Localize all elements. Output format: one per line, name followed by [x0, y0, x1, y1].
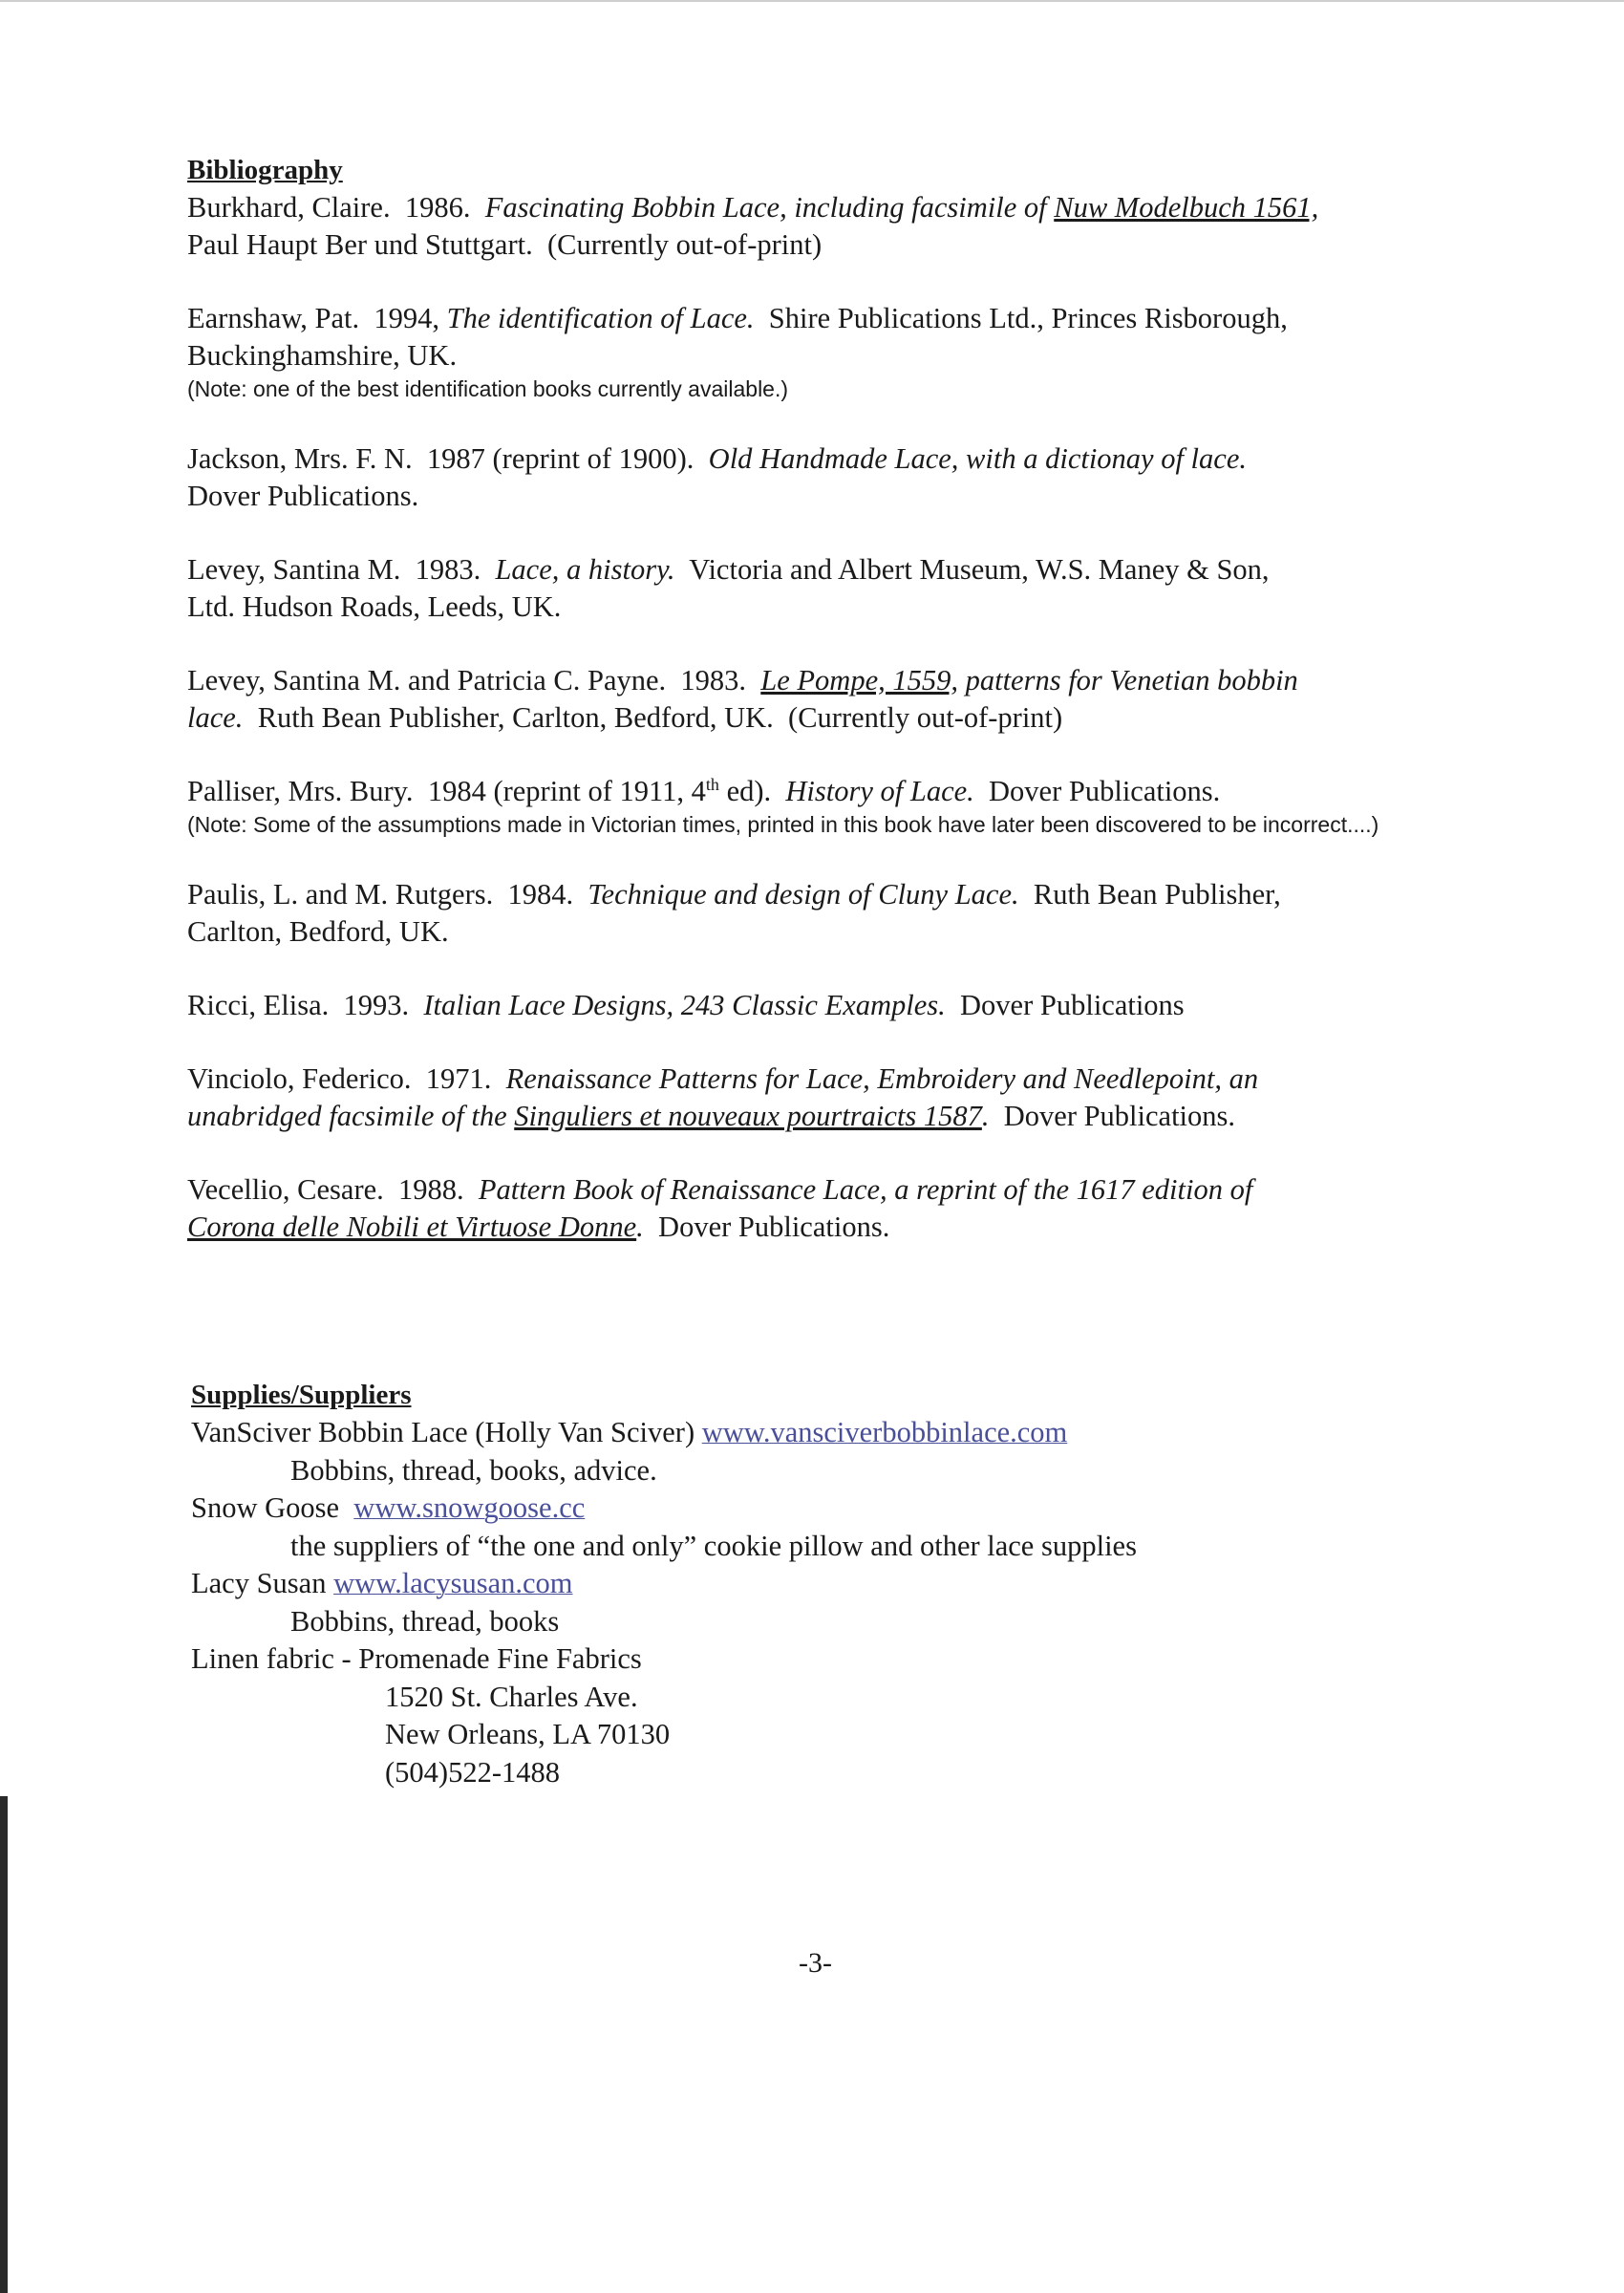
entry-publisher: Dover Publications. [187, 480, 419, 512]
supplier-link[interactable]: www.lacysusan.com [333, 1567, 573, 1599]
entry-author: Ricci, Elisa. [187, 989, 330, 1021]
entry-title: History of Lace. [785, 775, 974, 807]
bib-entry-vinciolo: Vinciolo, Federico. 1971. Renaissance Patterns for Lace, Embroidery and Needlepoint, an unabridged facsimile of the Singuliers et nouveaux pourtraicts 1587. Dover Publications. [187, 1062, 1259, 1132]
supplier-description: Bobbins, thread, books [290, 1604, 560, 1638]
scan-edge-shadow [0, 1796, 8, 2293]
entry-year: 1983. [415, 553, 481, 586]
bib-entry-palliser [187, 773, 1458, 840]
bib-entry-burkhard [187, 189, 1458, 264]
entry-publisher: Dover Publications [960, 989, 1185, 1021]
entry-title: Italian Lace Designs, 243 Classic Examples. [423, 989, 946, 1021]
entry-author: Paulis, L. and M. Rutgers. [187, 878, 494, 911]
entry-year: 1994, [374, 302, 440, 334]
supplier-address-street: 1520 St. Charles Ave. [385, 1680, 638, 1713]
entry-title: Technique and design of Cluny Lace. [588, 878, 1019, 911]
entry-status: (Currently out-of-print) [546, 228, 823, 261]
entry-title: Pattern Book of Renaissance Lace, a reprint of the 1617 edition of [478, 1173, 1253, 1206]
supplies-section [191, 1376, 1462, 1791]
supplier-phone: (504)522-1488 [385, 1755, 560, 1789]
entry-author: Vecellio, Cesare. [187, 1173, 384, 1206]
entry-title: patterns for Venetian bobbin [965, 664, 1298, 696]
supplier-lacysusan [191, 1565, 1462, 1603]
entry-title-line2: lace. [187, 701, 244, 734]
entry-publisher: Ruth Bean Publisher, Carlton, Bedford, UK. [257, 701, 774, 734]
entry-title-underlined: Le Pompe, 1559, [760, 664, 958, 696]
entry-year: 1971. [425, 1062, 492, 1095]
supplier-name: Lacy Susan [191, 1567, 327, 1599]
entry-year: 1986. [404, 191, 471, 224]
entry-note: (Note: one of the best identification books currently available.) [187, 376, 789, 401]
supplier-address-city: New Orleans, LA 70130 [385, 1718, 671, 1750]
bib-entry-levey [187, 551, 1458, 626]
bib-entry-earnshaw [187, 300, 1458, 404]
supplier-link[interactable]: www.snowgoose.cc [353, 1491, 586, 1524]
entry-title: The identification of Lace. [446, 302, 755, 334]
entry-author: Palliser, Mrs. Bury. [187, 775, 414, 807]
entry-publisher: Dover Publications. [1003, 1100, 1236, 1132]
supplier-description: Bobbins, thread, books, advice. [290, 1453, 657, 1487]
entry-year-end: ed). [718, 775, 772, 807]
bib-entry-paulis [187, 876, 1458, 951]
entry-title-underlined: Corona delle Nobili et Virtuose Donne [187, 1211, 637, 1243]
supplier-name: Snow Goose [191, 1491, 340, 1524]
entry-title: Lace, a history. [495, 553, 675, 586]
entry-publisher-line2: Carlton, Bedford, UK. [187, 915, 449, 948]
entry-author: Burkhard, Claire. [187, 191, 391, 224]
entry-title: Fascinating Bobbin Lace, including facsimile of [484, 191, 1047, 224]
entry-year-superscript: th [705, 774, 719, 794]
scan-edge [0, 0, 1624, 2]
entry-title-line2: unabridged facsimile of the [187, 1100, 507, 1132]
entry-year: 1988. [398, 1173, 464, 1206]
supplier-link[interactable]: www.vansciverbobbinlace.com [701, 1416, 1068, 1448]
entry-publisher: Paul Haupt Ber und Stuttgart. [187, 228, 533, 261]
supplier-vansciver [191, 1414, 1462, 1452]
entry-author: Levey, Santina M. [187, 553, 401, 586]
entry-year: 1984. [507, 878, 574, 911]
supplies-heading: Supplies/Suppliers [191, 1380, 412, 1410]
entry-note: (Note: Some of the assumptions made in Victorian times, printed in this book have later been discovered to be incorrect....) [187, 812, 1379, 837]
entry-year: 1983. [680, 664, 747, 696]
entry-publisher: Dover Publications. [989, 775, 1221, 807]
bib-entry-vecellio: Vecellio, Cesare. 1988. Pattern Book of Renaissance Lace, a reprint of the 1617 edition of Corona delle Nobili et Virtuose Donne. Dover Publications. [187, 1173, 1253, 1243]
entry-publisher-line2: Ltd. Hudson Roads, Leeds, UK. [187, 590, 562, 623]
supplier-linen [191, 1640, 1462, 1679]
entry-publisher: Shire Publications Ltd., Princes Risborough, [768, 302, 1288, 334]
bib-entry-ricci [187, 987, 1458, 1024]
bibliography-heading: Bibliography [187, 155, 343, 185]
bib-entry-levey-payne [187, 662, 1458, 737]
entry-publisher: Dover Publications. [658, 1211, 890, 1243]
supplier-name: VanSciver Bobbin Lace (Holly Van Sciver) [191, 1416, 695, 1448]
bibliography-section [187, 151, 1458, 1282]
entry-author: Vinciolo, Federico. [187, 1062, 412, 1095]
entry-author: Earnshaw, Pat. [187, 302, 360, 334]
entry-status: (Currently out-of-print) [788, 701, 1063, 734]
page-number: -3- [799, 1947, 832, 1979]
supplier-description: the suppliers of “the one and only” cookie pillow and other lace supplies [290, 1529, 1137, 1562]
supplier-name: Linen fabric - Promenade Fine Fabrics [191, 1642, 642, 1675]
supplier-snowgoose [191, 1489, 1462, 1528]
entry-year: 1984 (reprint of 1911, 4 [427, 775, 706, 807]
entry-title: Old Handmade Lace, with a dictionay of lace. [708, 442, 1247, 475]
entry-year: 1987 (reprint of 1900). [426, 442, 694, 475]
entry-publisher: Ruth Bean Publisher, [1033, 878, 1281, 911]
entry-year: 1993. [343, 989, 410, 1021]
entry-author: Jackson, Mrs. F. N. [187, 442, 413, 475]
entry-title: Renaissance Patterns for Lace, Embroidery and Needlepoint, an [505, 1062, 1259, 1095]
entry-publisher-line2: Buckinghamshire, UK. [187, 339, 458, 372]
entry-title-underlined: Singuliers et nouveaux pourtraicts 1587 [514, 1100, 982, 1132]
entry-publisher: Victoria and Albert Museum, W.S. Maney & Son, [689, 553, 1270, 586]
entry-author: Levey, Santina M. and Patricia C. Payne. [187, 664, 667, 696]
entry-title-underlined: Nuw Modelbuch 1561, [1054, 191, 1319, 224]
bib-entry-jackson [187, 440, 1458, 515]
